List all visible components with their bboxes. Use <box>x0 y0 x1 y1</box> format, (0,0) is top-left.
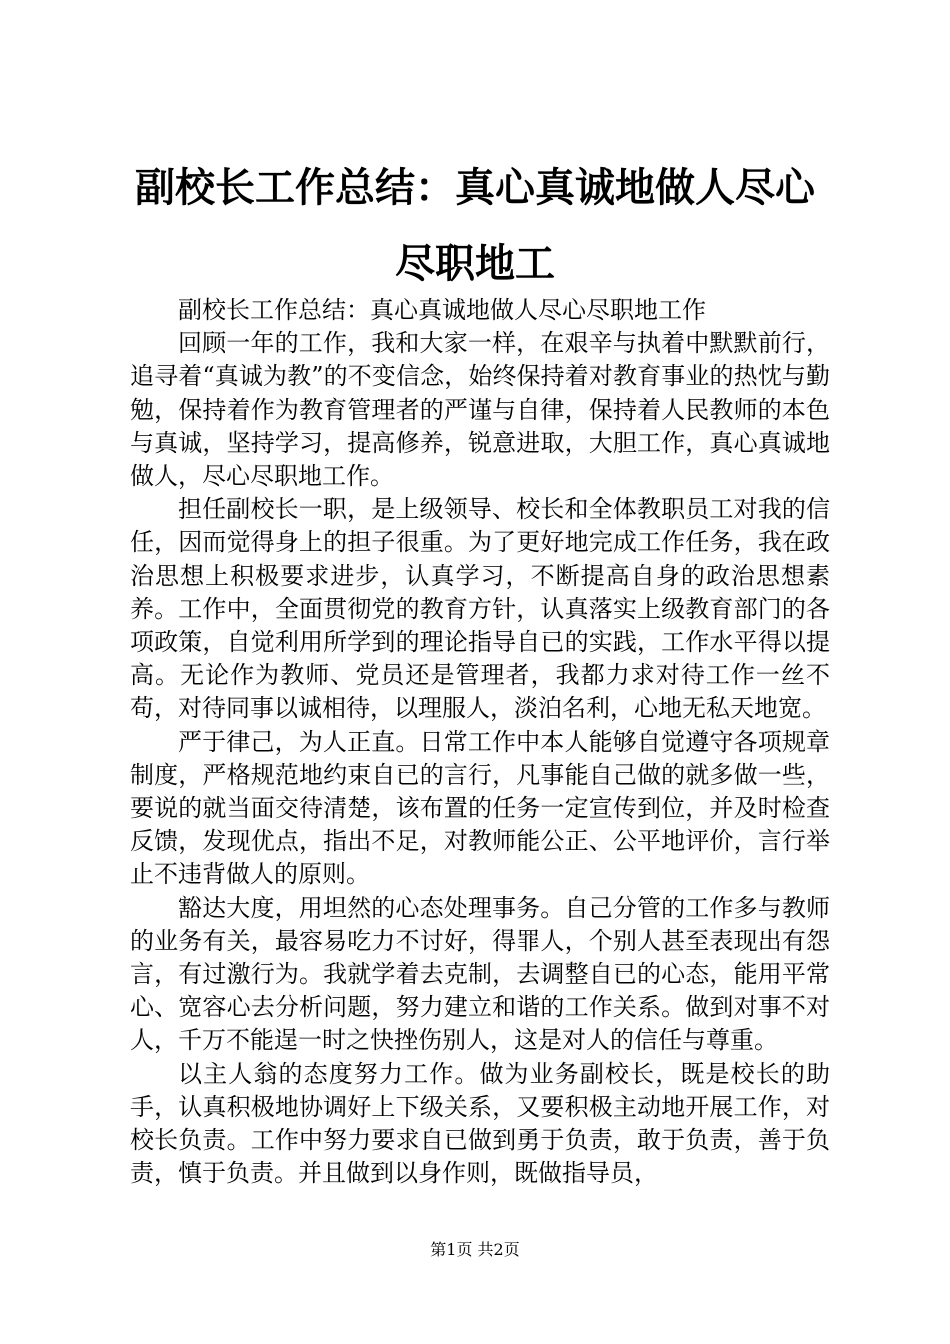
paragraph-ownership: 以主人翁的态度努力工作。做为业务副校长，既是校长的助手，认真积极地协调好上下级关系，又要积极主动地开展工作，对校长负责。工作中努力要求自已做到勇于负责，敢于负责，善于负责，慎于负责。并且做到以身作则，既做指导员， <box>130 1059 830 1188</box>
document-title: 副校长工作总结：真心真诚地做人尽心尽职地工 <box>135 164 815 287</box>
page-footer: 第1页 共2页 <box>430 1240 520 1259</box>
paragraph-responsibility: 担任副校长一职，是上级领导、校长和全体教职员工对我的信任，因而觉得身上的担子很重。为了更好地完成工作任务，我在政治思想上积极要求进步，认真学习，不断提高自身的政治思想素养。工作中，全面贯彻党的教育方针，认真落实上级教育部门的各项政策，自觉利用所学到的理论指导自已的实践，工作水平得以提高。无论作为教师、党员还是管理者，我都力求对待工作一丝不苟，对待同事以诚相待，以理服人，淡泊名利，心地无私天地宽。 <box>130 495 830 723</box>
paragraph-self-discipline: 严于律己，为人正直。日常工作中本人能够自觉遵守各项规章制度，严格规范地约束自已的言行，凡事能自己做的就多做一些，要说的就当面交待清楚，该布置的任务一定宣传到位，并及时检查反馈，发现优点，指出不足，对教师能公正、公平地评价，言行举止不违背做人的原则。 <box>130 727 830 889</box>
document-body <box>130 294 830 1190</box>
paragraph-open-mind: 豁达大度，用坦然的心态处理事务。自己分管的工作多与教师的业务有关，最容易吃力不讨好，得罪人，个别人甚至表现出有怨言，有过激行为。我就学着去克制，去调整自已的心态，能用平常心、宽容心去分析问题，努力建立和谐的工作关系。做到对事不对人，千万不能逞一时之快挫伤别人，这是对人的信任与尊重。 <box>130 893 830 1055</box>
paragraph-review: 回顾一年的工作，我和大家一样，在艰辛与执着中默默前行，追寻着“真诚为教”的不变信念，始终保持着对教育事业的热忱与勤勉，保持着作为教育管理者的严谨与自律，保持着人民教师的本色与真诚，坚持学习，提高修养，锐意进取，大胆工作，真心真诚地做人，尽心尽职地工作。 <box>130 329 830 491</box>
paragraph-subtitle: 副校长工作总结：真心真诚地做人尽心尽职地工作 <box>178 296 706 324</box>
